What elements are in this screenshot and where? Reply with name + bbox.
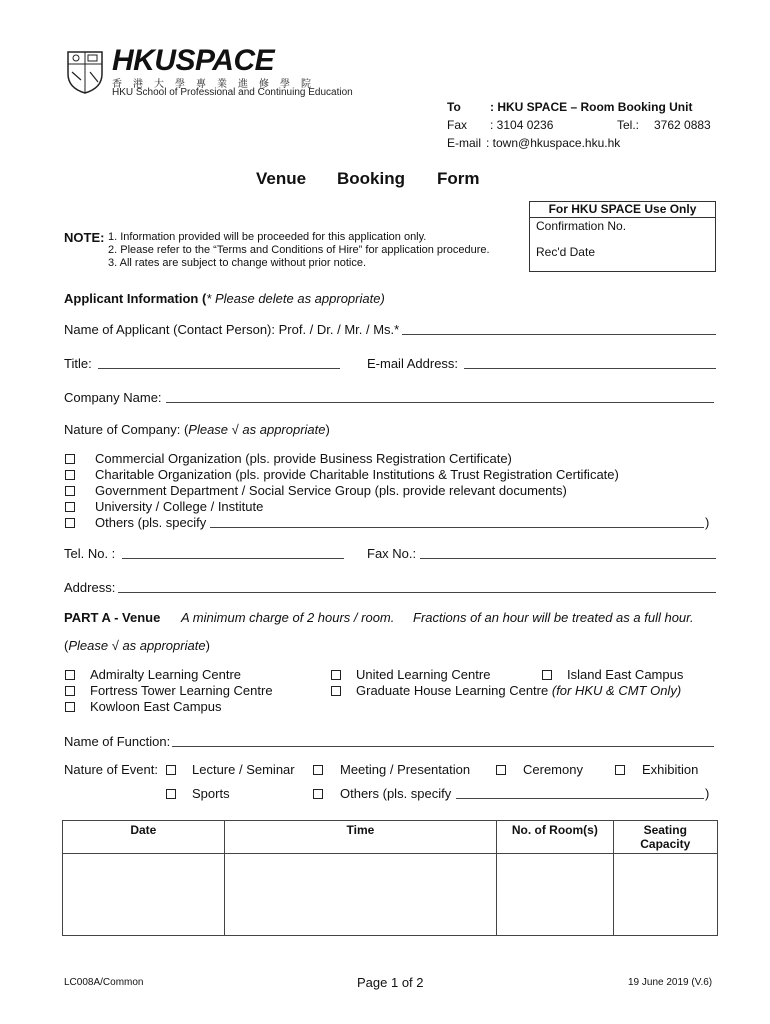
venue-kowloon-checkbox[interactable]	[65, 702, 75, 712]
applicant-name-field[interactable]	[402, 334, 716, 335]
note-item: 3. All rates are subject to change without prior notice.	[108, 257, 367, 269]
event-others-close: )	[705, 786, 710, 801]
to-label: To	[447, 100, 461, 114]
table-row	[63, 854, 718, 936]
function-name-field[interactable]	[172, 746, 714, 747]
fax-label: Fax	[447, 118, 468, 132]
note-item: 1. Information provided will be proceeded for this application only.	[108, 231, 427, 243]
footer-page-number: Page 1 of 2	[357, 975, 424, 990]
email-address-field[interactable]	[464, 368, 716, 369]
confirmation-no-label: Confirmation No.	[536, 219, 627, 233]
date-cell[interactable]	[63, 854, 225, 936]
to-value: : HKU SPACE – Room Booking Unit	[490, 100, 693, 114]
logo-english-name: HKU School of Professional and Continuing Education	[112, 87, 353, 98]
tel-value: 3762 0883	[654, 118, 711, 132]
event-ceremony-checkbox[interactable]	[496, 765, 506, 775]
seating-cell[interactable]	[613, 854, 717, 936]
footer-form-code: LC008A/Common	[64, 977, 144, 988]
nature-of-company-label: Nature of Company: (Please √ as appropriate)	[64, 422, 330, 437]
fractions-note: Fractions of an hour will be treated as a full hour.	[413, 610, 694, 625]
nature-others-label: Others (pls. specify	[95, 515, 207, 530]
nature-charitable-checkbox[interactable]	[65, 470, 75, 480]
nature-commercial-label: Commercial Organization (pls. provide Business Registration Certificate)	[95, 451, 512, 466]
address-field[interactable]	[118, 592, 716, 593]
event-others-field[interactable]	[456, 798, 704, 799]
event-others-label: Others (pls. specify	[340, 786, 452, 801]
title-field[interactable]	[98, 368, 340, 369]
nature-university-checkbox[interactable]	[65, 502, 75, 512]
fax-value: : 3104 0236	[490, 118, 554, 132]
applicant-heading: Applicant Information (* Please delete as appropriate)	[64, 291, 385, 306]
note-label: NOTE:	[64, 230, 105, 245]
venue-graduate-checkbox[interactable]	[331, 686, 341, 696]
nature-charitable-label: Charitable Organization (pls. provide Charitable Institutions & Trust Registration Certificate)	[95, 467, 619, 482]
venue-graduate-label: Graduate House Learning Centre (for HKU & CMT Only)	[356, 683, 682, 698]
booking-table	[62, 820, 718, 936]
venue-kowloon-label: Kowloon East Campus	[90, 699, 222, 714]
venue-admiralty-checkbox[interactable]	[65, 670, 75, 680]
title-venue: Venue	[256, 169, 307, 188]
note-item: 2. Please refer to the “Terms and Conditions of Hire” for application procedure.	[108, 244, 490, 256]
event-others-checkbox[interactable]	[313, 789, 323, 799]
email-value: : town@hkuspace.hku.hk	[486, 136, 621, 150]
event-meeting-checkbox[interactable]	[313, 765, 323, 775]
email-address-label: E-mail Address:	[367, 356, 459, 371]
tel-label: Tel.:	[617, 118, 640, 132]
title-booking: Booking	[337, 169, 405, 188]
event-lecture-checkbox[interactable]	[166, 765, 176, 775]
event-ceremony-label: Ceremony	[523, 762, 583, 777]
event-meeting-label: Meeting / Presentation	[340, 762, 471, 777]
function-name-label: Name of Function:	[64, 734, 171, 749]
address-label: Address:	[64, 580, 116, 595]
nature-others-checkbox[interactable]	[65, 518, 75, 528]
rooms-cell[interactable]	[497, 854, 613, 936]
email-label: E-mail	[447, 136, 482, 150]
fax-no-label: Fax No.:	[367, 546, 417, 561]
event-exhibition-label: Exhibition	[642, 762, 699, 777]
venue-fortress-checkbox[interactable]	[65, 686, 75, 696]
office-use-header: For HKU SPACE Use Only	[530, 202, 715, 218]
nature-commercial-checkbox[interactable]	[65, 454, 75, 464]
hku-crest-icon	[66, 50, 104, 94]
event-sports-label: Sports	[192, 786, 230, 801]
company-name-label: Company Name:	[64, 390, 162, 405]
logo-wordmark: HKUSPACE	[112, 44, 275, 77]
col-time-header: Time	[224, 821, 497, 854]
col-date-header: Date	[63, 821, 225, 854]
recd-date-label: Rec'd Date	[536, 245, 595, 259]
note-list	[108, 231, 490, 270]
venue-admiralty-label: Admiralty Learning Centre	[90, 667, 242, 682]
nature-others-field[interactable]	[210, 527, 704, 528]
part-a-heading: PART A - Venue	[64, 610, 161, 625]
company-name-field[interactable]	[166, 402, 714, 403]
title-form: Form	[437, 169, 480, 188]
time-cell[interactable]	[224, 854, 497, 936]
event-exhibition-checkbox[interactable]	[615, 765, 625, 775]
event-lecture-label: Lecture / Seminar	[192, 762, 295, 777]
footer-version-date: 19 June 2019 (V.6)	[628, 977, 713, 988]
nature-government-checkbox[interactable]	[65, 486, 75, 496]
nature-others-close: )	[705, 515, 710, 530]
tel-no-label: Tel. No. :	[64, 546, 116, 561]
fax-no-field[interactable]	[420, 558, 716, 559]
tel-no-field[interactable]	[122, 558, 344, 559]
col-rooms-header: No. of Room(s)	[497, 821, 613, 854]
title-field-label: Title:	[64, 356, 92, 371]
venue-please-note: (Please √ as appropriate)	[64, 638, 210, 653]
nature-university-label: University / College / Institute	[95, 499, 264, 514]
nature-government-label: Government Department / Social Service Group (pls. provide relevant documents)	[95, 483, 567, 498]
event-nature-label: Nature of Event:	[64, 762, 158, 777]
event-sports-checkbox[interactable]	[166, 789, 176, 799]
venue-united-label: United Learning Centre	[356, 667, 491, 682]
min-charge-note: A minimum charge of 2 hours / room.	[181, 610, 395, 625]
applicant-name-label: Name of Applicant (Contact Person): Prof. / Dr. / Mr. / Ms.*	[64, 322, 400, 337]
venue-island-east-checkbox[interactable]	[542, 670, 552, 680]
venue-united-checkbox[interactable]	[331, 670, 341, 680]
venue-island-east-label: Island East Campus	[567, 667, 684, 682]
logo-chinese-name: 香港大學專業進修學院	[112, 79, 322, 90]
office-use-box	[529, 201, 716, 272]
venue-fortress-label: Fortress Tower Learning Centre	[90, 683, 273, 698]
col-seating-header: Seating Capacity	[613, 821, 717, 854]
